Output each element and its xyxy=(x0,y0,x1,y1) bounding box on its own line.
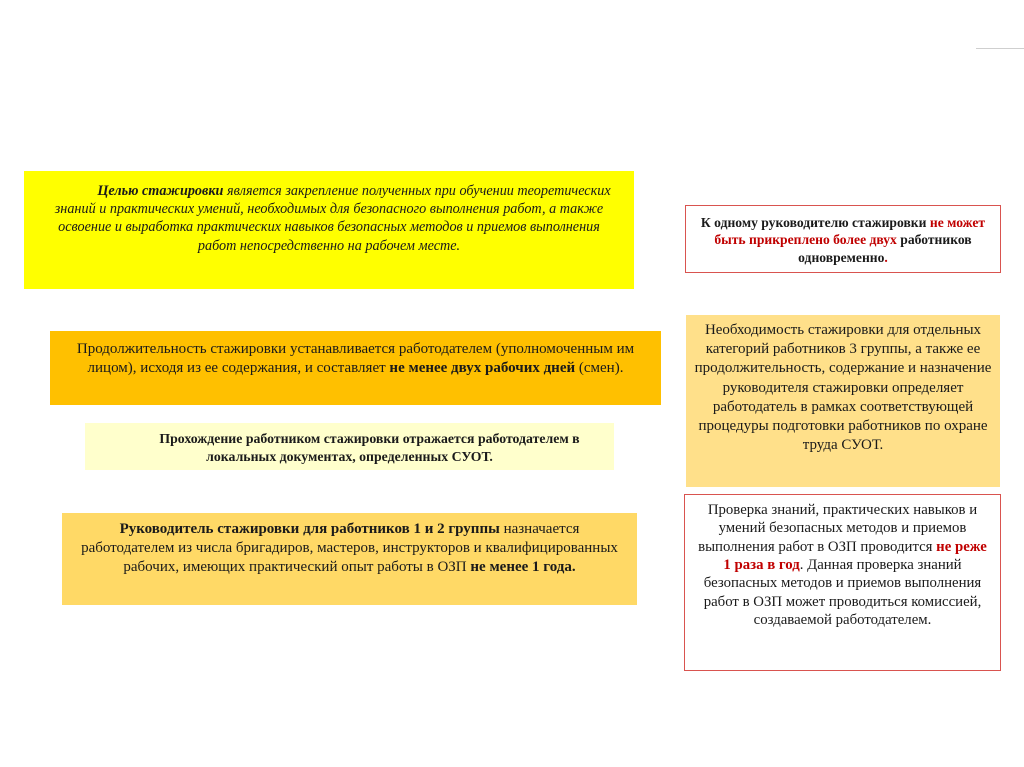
knowledge-check-box xyxy=(684,494,1001,671)
duration-text-end: (смен). xyxy=(575,360,624,377)
leader-text: назначается работодателем из числа бригадиров, мастеров, инструкторов и квалифицированных рабочих, имеющих практический опыт работы в ОЗП xyxy=(81,521,618,576)
limit-period: . xyxy=(884,249,888,265)
internship-duration-box xyxy=(50,331,661,405)
check-text-end: . Данная проверка знаний безопасных методов и приемов выполнения работ в ОЗП может проводиться комиссией, создаваемой работодателем. xyxy=(703,557,982,629)
leader-heading: Руководитель стажировки для работников 1 и 2 группы xyxy=(119,521,500,537)
necessity-text: Необходимость стажировки для отдельных категорий работников 3 группы, а также ее продолжительность, содержание и назначение руководителя стажировки определяет работодатель в рамках соответствующей процедуры подготовки работников по охране труда СУОТ. xyxy=(694,322,992,454)
slide-corner-divider xyxy=(976,0,1024,49)
internship-goal-term: Целью стажировки xyxy=(97,183,224,199)
check-frequency: не реже 1 раза в год xyxy=(723,538,987,574)
limit-highlight: не может быть прикреплено более двух xyxy=(714,215,986,248)
check-text: Проверка знаний, практических навыков и умений безопасных методов и приемов выполнения работ в ОЗП проводится xyxy=(698,502,978,555)
internship-goal-description: является закрепление полученных при обучении теоретических знаний и практических умений, необходимых для безопасного выполнения работ, а также освоение и выработка практических навыков безопасных методов и приемов выполнения работ непосредственно на рабочем месте. xyxy=(54,183,611,254)
limit-text-end: работников одновременно xyxy=(798,232,972,265)
internship-goal-box xyxy=(24,171,634,289)
internship-record-text: Прохождение работником стажировки отражается работодателем в локальных документах, определенных СУОТ. xyxy=(159,431,580,464)
limit-text: К одному руководителю стажировки xyxy=(700,215,930,230)
internship-leader-box xyxy=(62,513,637,605)
leader-limit-box xyxy=(685,205,1001,273)
internship-goal-text xyxy=(44,182,614,255)
duration-minimum: не менее двух рабочих дней xyxy=(389,360,576,377)
group3-necessity-box xyxy=(686,315,1000,487)
duration-text: Продолжительность стажировки устанавливается работодателем (уполномоченным им лицом), исходя из ее содержания, и составляет xyxy=(76,341,635,377)
leader-experience: не менее 1 года. xyxy=(470,559,576,576)
internship-record-box xyxy=(85,423,614,470)
